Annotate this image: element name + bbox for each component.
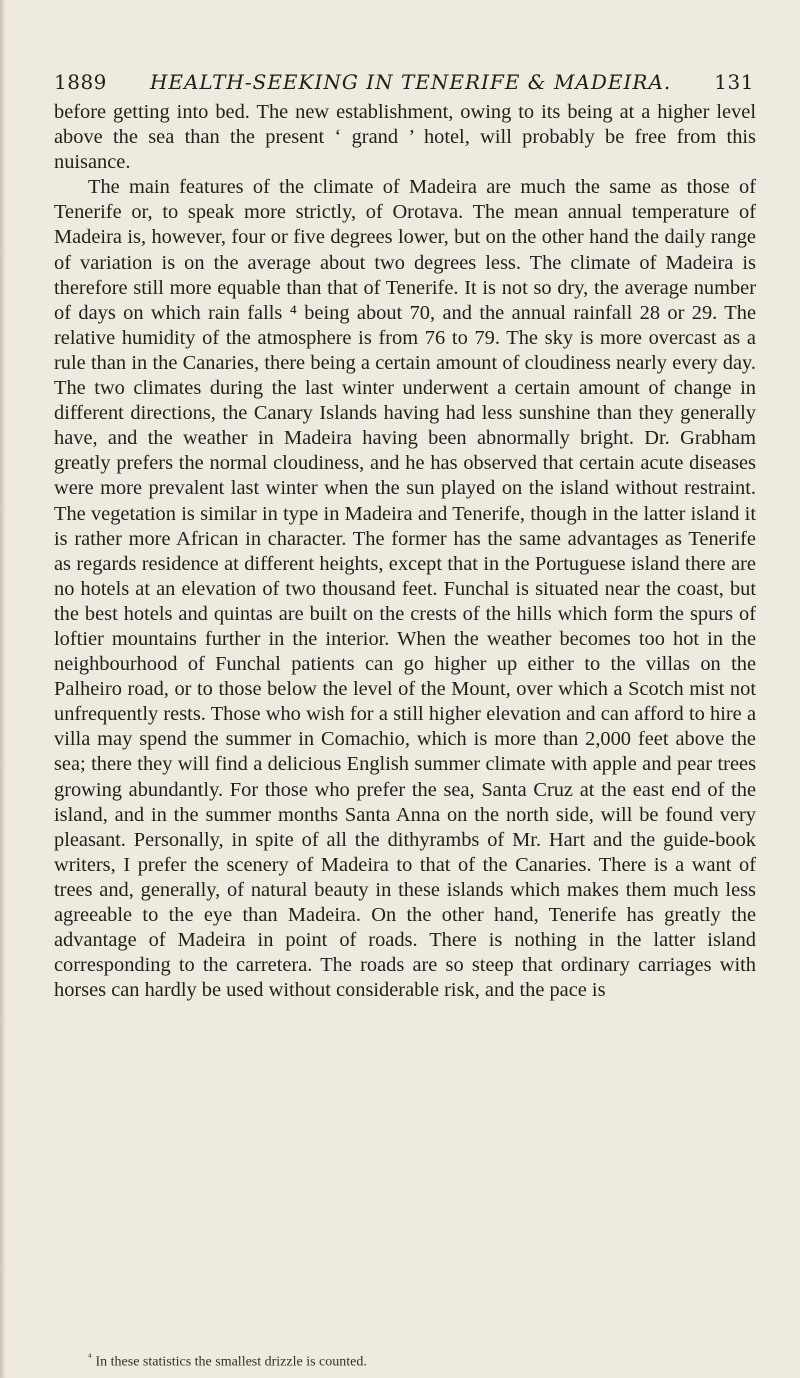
footnote	[88, 1349, 738, 1371]
running-head-title: HEALTH-SEEKING IN TENERIFE & MADEIRA.	[149, 70, 672, 94]
running-head	[54, 70, 754, 94]
body-text	[54, 100, 756, 1003]
paragraph-climate: The main features of the climate of Madeira are much the same as those of Tenerife or, to speak more strictly, of Orotava. The mean annual temperature of Madeira is, however, four or five degrees lower, but on the other hand the daily range of variation is on the average about two degrees less. The climate of Madeira is therefore still more equable than that of Tenerife. It is not so dry, the average number of days on which rain falls ⁴ being about 70, and the annual rainfall 28 or 29. The relative humidity of the atmosphere is from 76 to 79. The sky is more overcast as a rule than in the Canaries, there being a certain amount of cloudiness nearly every day. The two climates during the last winter underwent a certain amount of change in different directions, the Canary Islands having had less sunshine than they generally have, and the weather in Madeira having been abnormally bright. Dr. Grabham greatly prefers the normal cloudiness, and he has observed that certain acute diseases were more prevalent last winter when the sun played on the island without restraint. The vegetation is similar in type in Madeira and Tenerife, though in the latter island it is rather more African in character. The former has the same advantages as Tenerife as regards residence at different heights, except that in the Portuguese island there are no hotels at an elevation of two thousand feet. Funchal is situated near the coast, but the best hotels and quintas are built on the crests of the hills which form the spurs of loftier mountains further in the interior. When the weather becomes too hot in the neighbourhood of Funchal patients can go higher up either to the villas on the Palheiro road, or to those below the level of the Mount, over which a Scotch mist not unfrequently rests. Those who wish for a still higher elevation and can afford to hire a villa may spend the summer in Comachio, which is more than 2,000 feet above the sea; there they will find a delicious English summer climate with apple and pear trees growing abundantly. For those who prefer the sea, Santa Cruz at the east end of the island, and in the summer months Santa Anna on the north side, will be found very pleasant. Personally, in spite of all the dithyrambs of Mr. Hart and the guide-book writers, I prefer the scenery of Madeira to that of the Canaries. There is a want of trees and, generally, of natural beauty in these islands which makes them much less agreeable to the eye than Madeira. On the other hand, Tenerife has greatly the advantage of Madeira in point of roads. There is nothing in the latter island corresponding to the carretera. The roads are so steep that ordinary carriages with horses can hardly be used without considerable risk, and the pace is	[54, 176, 756, 1002]
page-number: 131	[714, 70, 754, 94]
page-gutter-shadow	[0, 0, 6, 1378]
running-head-year: 1889	[54, 70, 107, 94]
footnote-mark: ⁴	[88, 1352, 92, 1363]
paragraph-continued: before getting into bed. The new establishment, owing to its being at a higher level above the sea than the present ‘ grand ’ hotel, will probably be free from this nuisance.	[54, 101, 756, 174]
footnote-text: In these statistics the smallest drizzle is counted.	[95, 1354, 367, 1370]
